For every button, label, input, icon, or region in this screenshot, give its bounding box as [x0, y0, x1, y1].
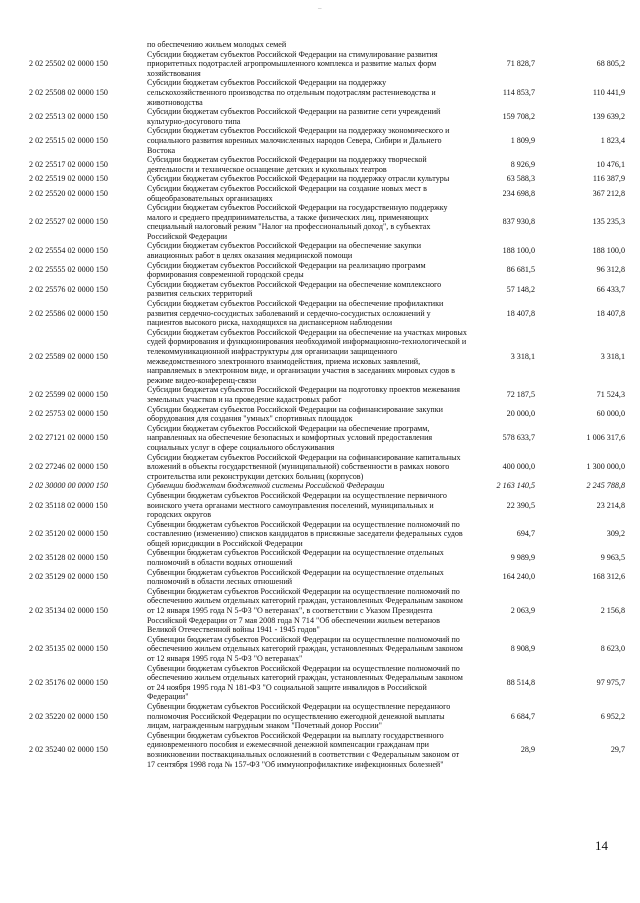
row-value-year-2: 3 318,1 [600, 351, 625, 361]
row-value-year-2: 60 000,0 [596, 409, 625, 419]
row-description: Субвенции бюджетам субъектов Российской Федерации на осуществление полномочий по составлению (изменению) списков кандидатов в присяжные заседатели федеральных судов общей юрисдикции в Российской Федерации [147, 519, 463, 548]
row-code: 2 02 35240 02 0000 150 [29, 745, 108, 755]
table-row [28, 328, 626, 386]
row-description: Субсидии бюджетам субъектов Российской Федерации на обеспечение закупки авиационных работ в целях оказания медицинской помощи [147, 241, 422, 261]
row-value-year-2: 110 441,9 [592, 87, 625, 97]
row-value-year-1: 3 318,1 [510, 351, 535, 361]
row-code: 2 02 35176 02 0000 150 [29, 677, 108, 687]
row-value-year-1: 159 708,2 [502, 111, 535, 121]
row-value-year-1: 63 588,3 [506, 174, 535, 184]
row-description: Субсидии бюджетам субъектов Российской Федерации на стимулирование развития приоритетных подотраслей агропромышленного комплекса и развитие малых форм хозяйствования [147, 49, 438, 78]
table-row [28, 453, 626, 482]
row-value-year-1: 18 407,8 [506, 308, 535, 318]
row-code: 2 02 35134 02 0000 150 [29, 606, 108, 616]
row-code: 2 02 25527 02 0000 150 [29, 217, 108, 227]
row-code: 2 02 35129 02 0000 150 [29, 572, 108, 582]
row-value-year-2: 1 006 317,6 [586, 433, 625, 443]
row-value-year-1: 114 853,7 [502, 87, 535, 97]
scan-mark: – [318, 4, 322, 12]
row-code: 2 02 25554 02 0000 150 [29, 246, 108, 256]
table-row [28, 241, 626, 260]
row-description: Субвенции бюджетам субъектов Российской Федерации на осуществление отдельных полномочий в области водных отношений [147, 548, 444, 568]
table-row [28, 50, 626, 79]
row-value-year-2: 71 524,3 [596, 390, 625, 400]
row-code: 2 02 35128 02 0000 150 [29, 553, 108, 563]
table-row [28, 184, 626, 203]
row-value-year-1: 2 063,9 [510, 606, 535, 616]
row-value-year-1: 57 148,2 [506, 284, 535, 294]
row-value-year-2: 23 214,8 [596, 500, 625, 510]
row-value-year-1: 6 684,7 [510, 711, 535, 721]
row-code: 2 02 25519 02 0000 150 [29, 174, 108, 184]
row-value-year-1: 86 681,5 [506, 265, 535, 275]
row-value-year-2: 188 100,0 [592, 246, 625, 256]
row-code: 2 02 25520 02 0000 150 [29, 188, 108, 198]
row-value-year-1: 22 390,5 [506, 500, 535, 510]
table-row [28, 587, 626, 635]
row-value-year-2: 68 805,2 [596, 59, 625, 69]
row-description: Субвенции бюджетам субъектов Российской Федерации на осуществление первичного воинского учета органами местного самоуправления поселений, муниципальных и городских округов [147, 490, 447, 520]
row-description: Субсидии бюджетам субъектов Российской Федерации на реализацию программ формирования современной городской среды [147, 260, 426, 280]
table-row [28, 385, 626, 404]
row-code: 2 02 35135 02 0000 150 [29, 644, 108, 654]
row-value-year-2: 9 963,5 [600, 553, 625, 563]
table-row [28, 491, 626, 520]
row-value-year-2: 116 387,9 [592, 174, 625, 184]
table-row [28, 40, 626, 50]
row-value-year-1: 694,7 [516, 529, 535, 539]
row-description: Субсидии бюджетам субъектов Российской Федерации на поддержку творческой деятельности и техническое оснащение детских и кукольных театров [147, 155, 427, 174]
row-value-year-2: 29,7 [610, 745, 625, 755]
row-code: 2 02 25555 02 0000 150 [29, 265, 108, 275]
row-value-year-2: 168 312,6 [592, 572, 625, 582]
table-row [28, 280, 626, 299]
row-code: 2 02 25513 02 0000 150 [29, 111, 108, 121]
row-value-year-1: 28,9 [520, 745, 535, 755]
row-value-year-1: 8 908,9 [510, 644, 535, 654]
table-row [28, 548, 626, 567]
row-value-year-2: 367 212,8 [592, 188, 625, 198]
row-description: Субвенции бюджетам субъектов Российской Федерации на осуществление переданного полномочия Российской Федерации по осуществлению ежегодной денежной выплаты лицам, награжденным нагрудным знаком "Почетный донор России" [147, 701, 451, 731]
table-row [28, 405, 626, 424]
row-code: 2 02 27246 02 0000 150 [29, 462, 108, 472]
table-row [28, 78, 626, 107]
table-row [28, 702, 626, 731]
row-description: Субсидии бюджетам субъектов Российской Федерации на обеспечение на участках мировых судей формирования и функционирования необходимой информационно-технологической и телекоммуникационной инфраструктуры для организации защищенного межведомственного электронного взаимодействия, приема исковых заявлений, направляемых в электронном виде, и организации участия в заседаниях мировых судов в режиме видео-конференц-связи [147, 327, 467, 385]
table-row [28, 635, 626, 664]
row-description: Субсидии бюджетам субъектов Российской Федерации на обеспечение программ, направленных на обеспечение безопасных и комфортных условий предоставления социальных услуг в сфере социального обслуживания [147, 423, 433, 452]
row-description: Субвенции бюджетам субъектов Российской Федерации на выплату государственного единовременного пособия и ежемесячной денежной компенсации гражданам при возникновении поствакцинальных осложнений в соответствии с Федеральным законом от 17 сентября 1998 года № 157-ФЗ "Об иммунопрофилактике инфекционных болезней" [147, 730, 460, 769]
row-value-year-2: 97 975,7 [596, 677, 625, 687]
row-description: по обеспечению жильем молодых семей [147, 40, 287, 49]
budget-revenue-table [28, 40, 626, 769]
table-row [28, 664, 626, 702]
row-value-year-2 [536, 40, 626, 50]
row-value-year-1: 837 930,8 [502, 217, 535, 227]
row-value-year-1 [468, 40, 536, 50]
row-value-year-2: 66 433,7 [596, 284, 625, 294]
row-description: Субсидии бюджетам субъектов Российской Федерации на развитие сети учреждений культурно-досугового типа [147, 107, 441, 126]
row-value-year-1: 71 828,7 [506, 59, 535, 69]
row-code: 2 02 30000 00 0000 150 [29, 481, 108, 491]
row-description: Субсидии бюджетам субъектов Российской Федерации на поддержку экономического и социального развития коренных малочисленных народов Севера, Сибири и Дальнего Востока [147, 126, 450, 155]
row-value-year-2: 6 952,2 [600, 711, 625, 721]
row-value-year-2: 309,2 [606, 529, 625, 539]
row-code: 2 02 25515 02 0000 150 [29, 135, 108, 145]
table-row [28, 203, 626, 241]
row-code: 2 02 25599 02 0000 150 [29, 390, 108, 400]
row-description: Субвенции бюджетам бюджетной системы Российской Федерации [147, 481, 385, 491]
row-code: 2 02 25576 02 0000 150 [29, 284, 108, 294]
row-value-year-1: 234 698,8 [502, 188, 535, 198]
row-description: Субвенции бюджетам субъектов Российской Федерации на осуществление отдельных полномочий в области лесных отношений [147, 567, 444, 587]
row-description: Субвенции бюджетам субъектов Российской Федерации на осуществление полномочий по обеспечению жильем отдельных категорий граждан, установленных Федеральным законом от 12 января 1995 года N 5-ФЗ "О ветеранах", в соответствии с Указом Президента Российской Федерации от 7 мая 2008 года N 714 "Об обеспечении жильем ветеранов Великой Отечественной войны 1941 - 1945 годов" [147, 586, 463, 635]
row-description: Субсидии бюджетам субъектов Российской Федерации на поддержку сельскохозяйственного производства по отдельным подотраслям растениеводства и животноводства [147, 78, 436, 107]
row-code: 2 02 35220 02 0000 150 [29, 711, 108, 721]
row-code: 2 02 35120 02 0000 150 [29, 529, 108, 539]
table-row [28, 568, 626, 587]
row-value-year-1: 400 000,0 [502, 462, 535, 472]
table-row [28, 520, 626, 549]
row-value-year-2: 18 407,8 [596, 308, 625, 318]
row-value-year-1: 88 514,8 [506, 677, 535, 687]
table-row [28, 155, 626, 174]
row-code: 2 02 25502 02 0000 150 [29, 59, 108, 69]
row-code: 2 02 25508 02 0000 150 [29, 87, 108, 97]
row-description: Субсидии бюджетам субъектов Российской Федерации на государственную поддержку малого и среднего предпринимательства, а также физических лиц, применяющих специальный налоговый режим "Налог на профессиональный доход", в субъектах Российской Федерации [147, 203, 448, 241]
row-value-year-1: 164 240,0 [502, 572, 535, 582]
row-description: Субвенции бюджетам субъектов Российской Федерации на осуществление полномочий по обеспечению жильем отдельных категорий граждан, установленных Федеральным законом от 12 января 1995 года N 5-ФЗ "О ветеранах" [147, 634, 463, 663]
row-value-year-1: 72 187,5 [506, 390, 535, 400]
table-row [28, 107, 626, 126]
row-value-year-2: 2 245 788,8 [586, 481, 625, 491]
table-body [28, 40, 626, 769]
table-row [28, 424, 626, 453]
row-description: Субсидии бюджетам субъектов Российской Федерации на создание новых мест в общеобразовательных организациях [147, 183, 427, 203]
row-code: 2 02 27121 02 0000 150 [29, 433, 108, 443]
row-value-year-2: 1 823,4 [600, 135, 625, 145]
row-value-year-1: 1 809,9 [510, 135, 535, 145]
row-description: Субсидии бюджетам субъектов Российской Федерации на обеспечение профилактики развития сердечно-сосудистых заболеваний и сердечно-сосудистых осложнений у пациентов высокого риска, находящихся на диспансерном наблюдении [147, 299, 444, 328]
row-value-year-1: 20 000,0 [506, 409, 535, 419]
table-row [28, 261, 626, 280]
row-value-year-2: 2 156,8 [600, 606, 625, 616]
row-code: 2 02 25753 02 0000 150 [29, 409, 108, 419]
row-code [28, 40, 146, 50]
row-description: Субсидии бюджетам субъектов Российской Федерации на софинансирование капитальных вложений в объекты государственной (муниципальной) собственности в рамках нового строительства или реконструкции детских больниц (корпусов) [147, 452, 461, 481]
row-description: Субвенции бюджетам субъектов Российской Федерации на осуществление полномочий по обеспечению жильем отдельных категорий граждан, установленных Федеральным законом от 24 ноября 1995 года N 181-ФЗ "О социальной защите инвалидов в Российской Федерации" [147, 663, 463, 702]
row-value-year-2: 139 639,2 [592, 111, 625, 121]
row-code: 2 02 25586 02 0000 150 [29, 308, 108, 318]
row-value-year-2: 135 235,3 [592, 217, 625, 227]
row-code: 2 02 25517 02 0000 150 [29, 159, 108, 169]
row-value-year-2: 10 476,1 [596, 159, 625, 169]
table-row [28, 731, 626, 769]
row-value-year-1: 8 926,9 [510, 159, 535, 169]
row-description: Субсидии бюджетам субъектов Российской Федерации на подготовку проектов межевания земельных участков и на проведение кадастровых работ [147, 385, 460, 404]
row-code: 2 02 35118 02 0000 150 [29, 500, 108, 510]
row-value-year-2: 8 623,0 [600, 644, 625, 654]
table-row [28, 174, 626, 184]
row-value-year-2: 96 312,8 [596, 265, 625, 275]
row-description: Субсидии бюджетам субъектов Российской Федерации на обеспечение комплексного развития сельских территорий [147, 279, 442, 299]
row-value-year-1: 9 989,9 [510, 553, 535, 563]
row-description: Субсидии бюджетам субъектов Российской Федерации на софинансирование закупки оборудования для создания "умных" спортивных площадок [147, 404, 444, 424]
table-row [28, 126, 626, 155]
row-value-year-2: 1 300 000,0 [586, 462, 625, 472]
row-value-year-1: 188 100,0 [502, 246, 535, 256]
row-code: 2 02 25589 02 0000 150 [29, 351, 108, 361]
row-value-year-1: 578 633,7 [502, 433, 535, 443]
row-value-year-1: 2 163 140,5 [496, 481, 535, 491]
row-description: Субсидии бюджетам субъектов Российской Федерации на поддержку отрасли культуры [147, 174, 450, 184]
page-number: 14 [595, 838, 608, 853]
table-row [28, 481, 626, 491]
table-row [28, 299, 626, 328]
